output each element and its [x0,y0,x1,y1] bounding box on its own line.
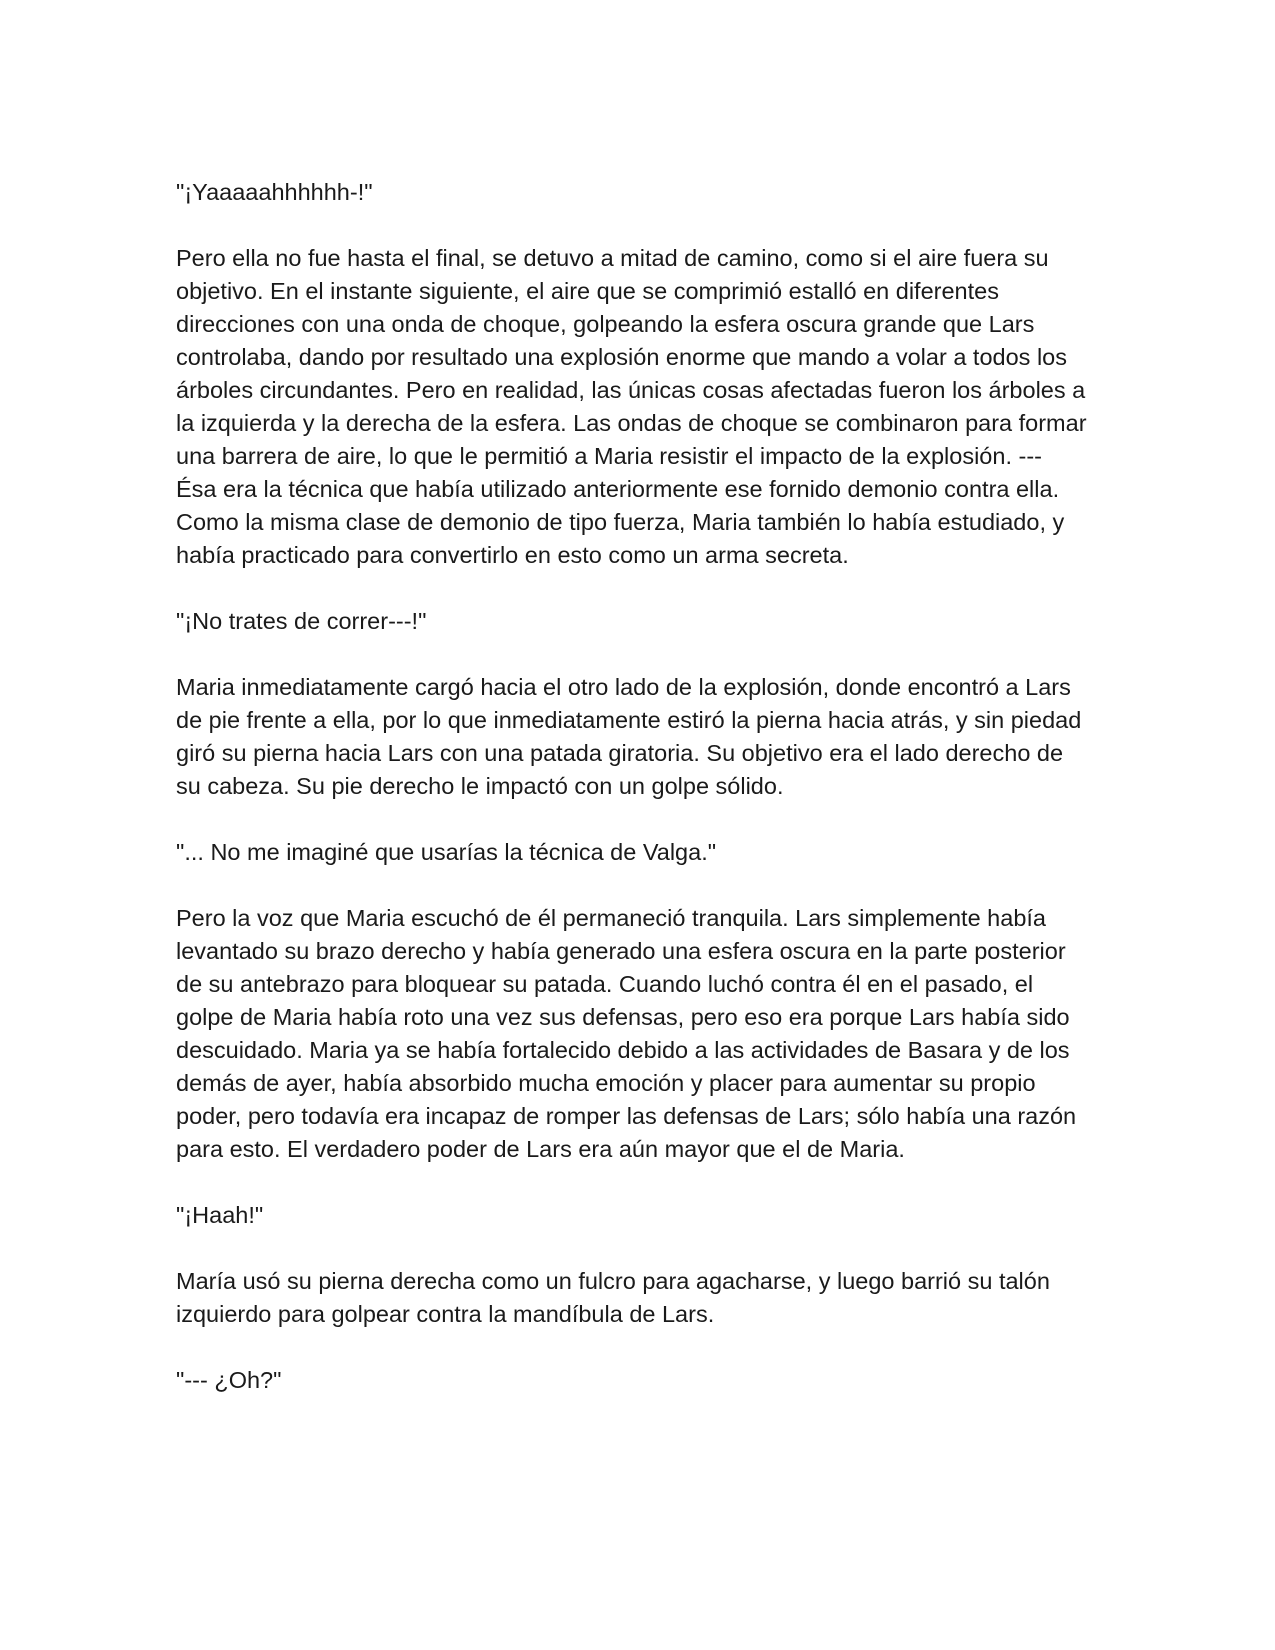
dialogue-line: "¡No trates de correr---!" [176,608,427,634]
dialogue-line: "¡Haah!" [176,1202,264,1228]
dialogue-line: "¡Yaaaaahhhhhh-!" [176,179,373,205]
dialogue-line: "--- ¿Oh?" [176,1367,282,1393]
narrative-paragraph: Maria inmediatamente cargó hacia el otro lado de la explosión, donde encontró a Lars de pie frente a ella, por lo que inmediatamente estiró la pierna hacia atrás, y sin piedad giró su pierna hacia Lars con una patada giratoria. Su objetivo era el lado derecho de su cabeza. Su pie derecho le impactó con un golpe sólido. [176,674,1082,799]
narrative-paragraph: María usó su pierna derecha como un fulcro para agacharse, y luego barrió su talón izquierdo para golpear contra la mandíbula de Lars. [176,1268,1050,1327]
dialogue-line: "... No me imaginé que usarías la técnica de Valga." [176,839,717,865]
narrative-paragraph: Pero la voz que Maria escuchó de él permaneció tranquila. Lars simplemente había levantado su brazo derecho y había generado una esfera oscura en la parte posterior de su antebrazo para bloquear su patada. Cuando luchó contra él en el pasado, el golpe de Maria había roto una vez sus defensas, pero eso era porque Lars había sido descuidado. Maria ya se había fortalecido debido a las actividades de Basara y de los demás de ayer, había absorbido mucha emoción y placer para aumentar su propio poder, pero todavía era incapaz de romper las defensas de Lars; sólo había una razón para esto. El verdadero poder de Lars era aún mayor que el de Maria. [176,905,1077,1162]
narrative-paragraph: Pero ella no fue hasta el final, se detuvo a mitad de camino, como si el aire fuera su objetivo. En el instante siguiente, el aire que se comprimió estalló en diferentes direcciones con una onda de choque, golpeando la esfera oscura grande que Lars controlaba, dando por resultado una explosión enorme que mando a volar a todos los árboles circundantes. Pero en realidad, las únicas cosas afectadas fueron los árboles a la izquierda y la derecha de la esfera. Las ondas de choque se combinaron para formar una barrera de aire, lo que le permitió a Maria resistir el impacto de la explosión. --- Ésa era la técnica que había utilizado anteriormente ese fornido demonio contra ella. Como la misma clase de demonio de tipo fuerza, Maria también lo había estudiado, y había practicado para convertirlo en esto como un arma secreta. [176,245,1087,568]
document-body [176,176,1088,1430]
